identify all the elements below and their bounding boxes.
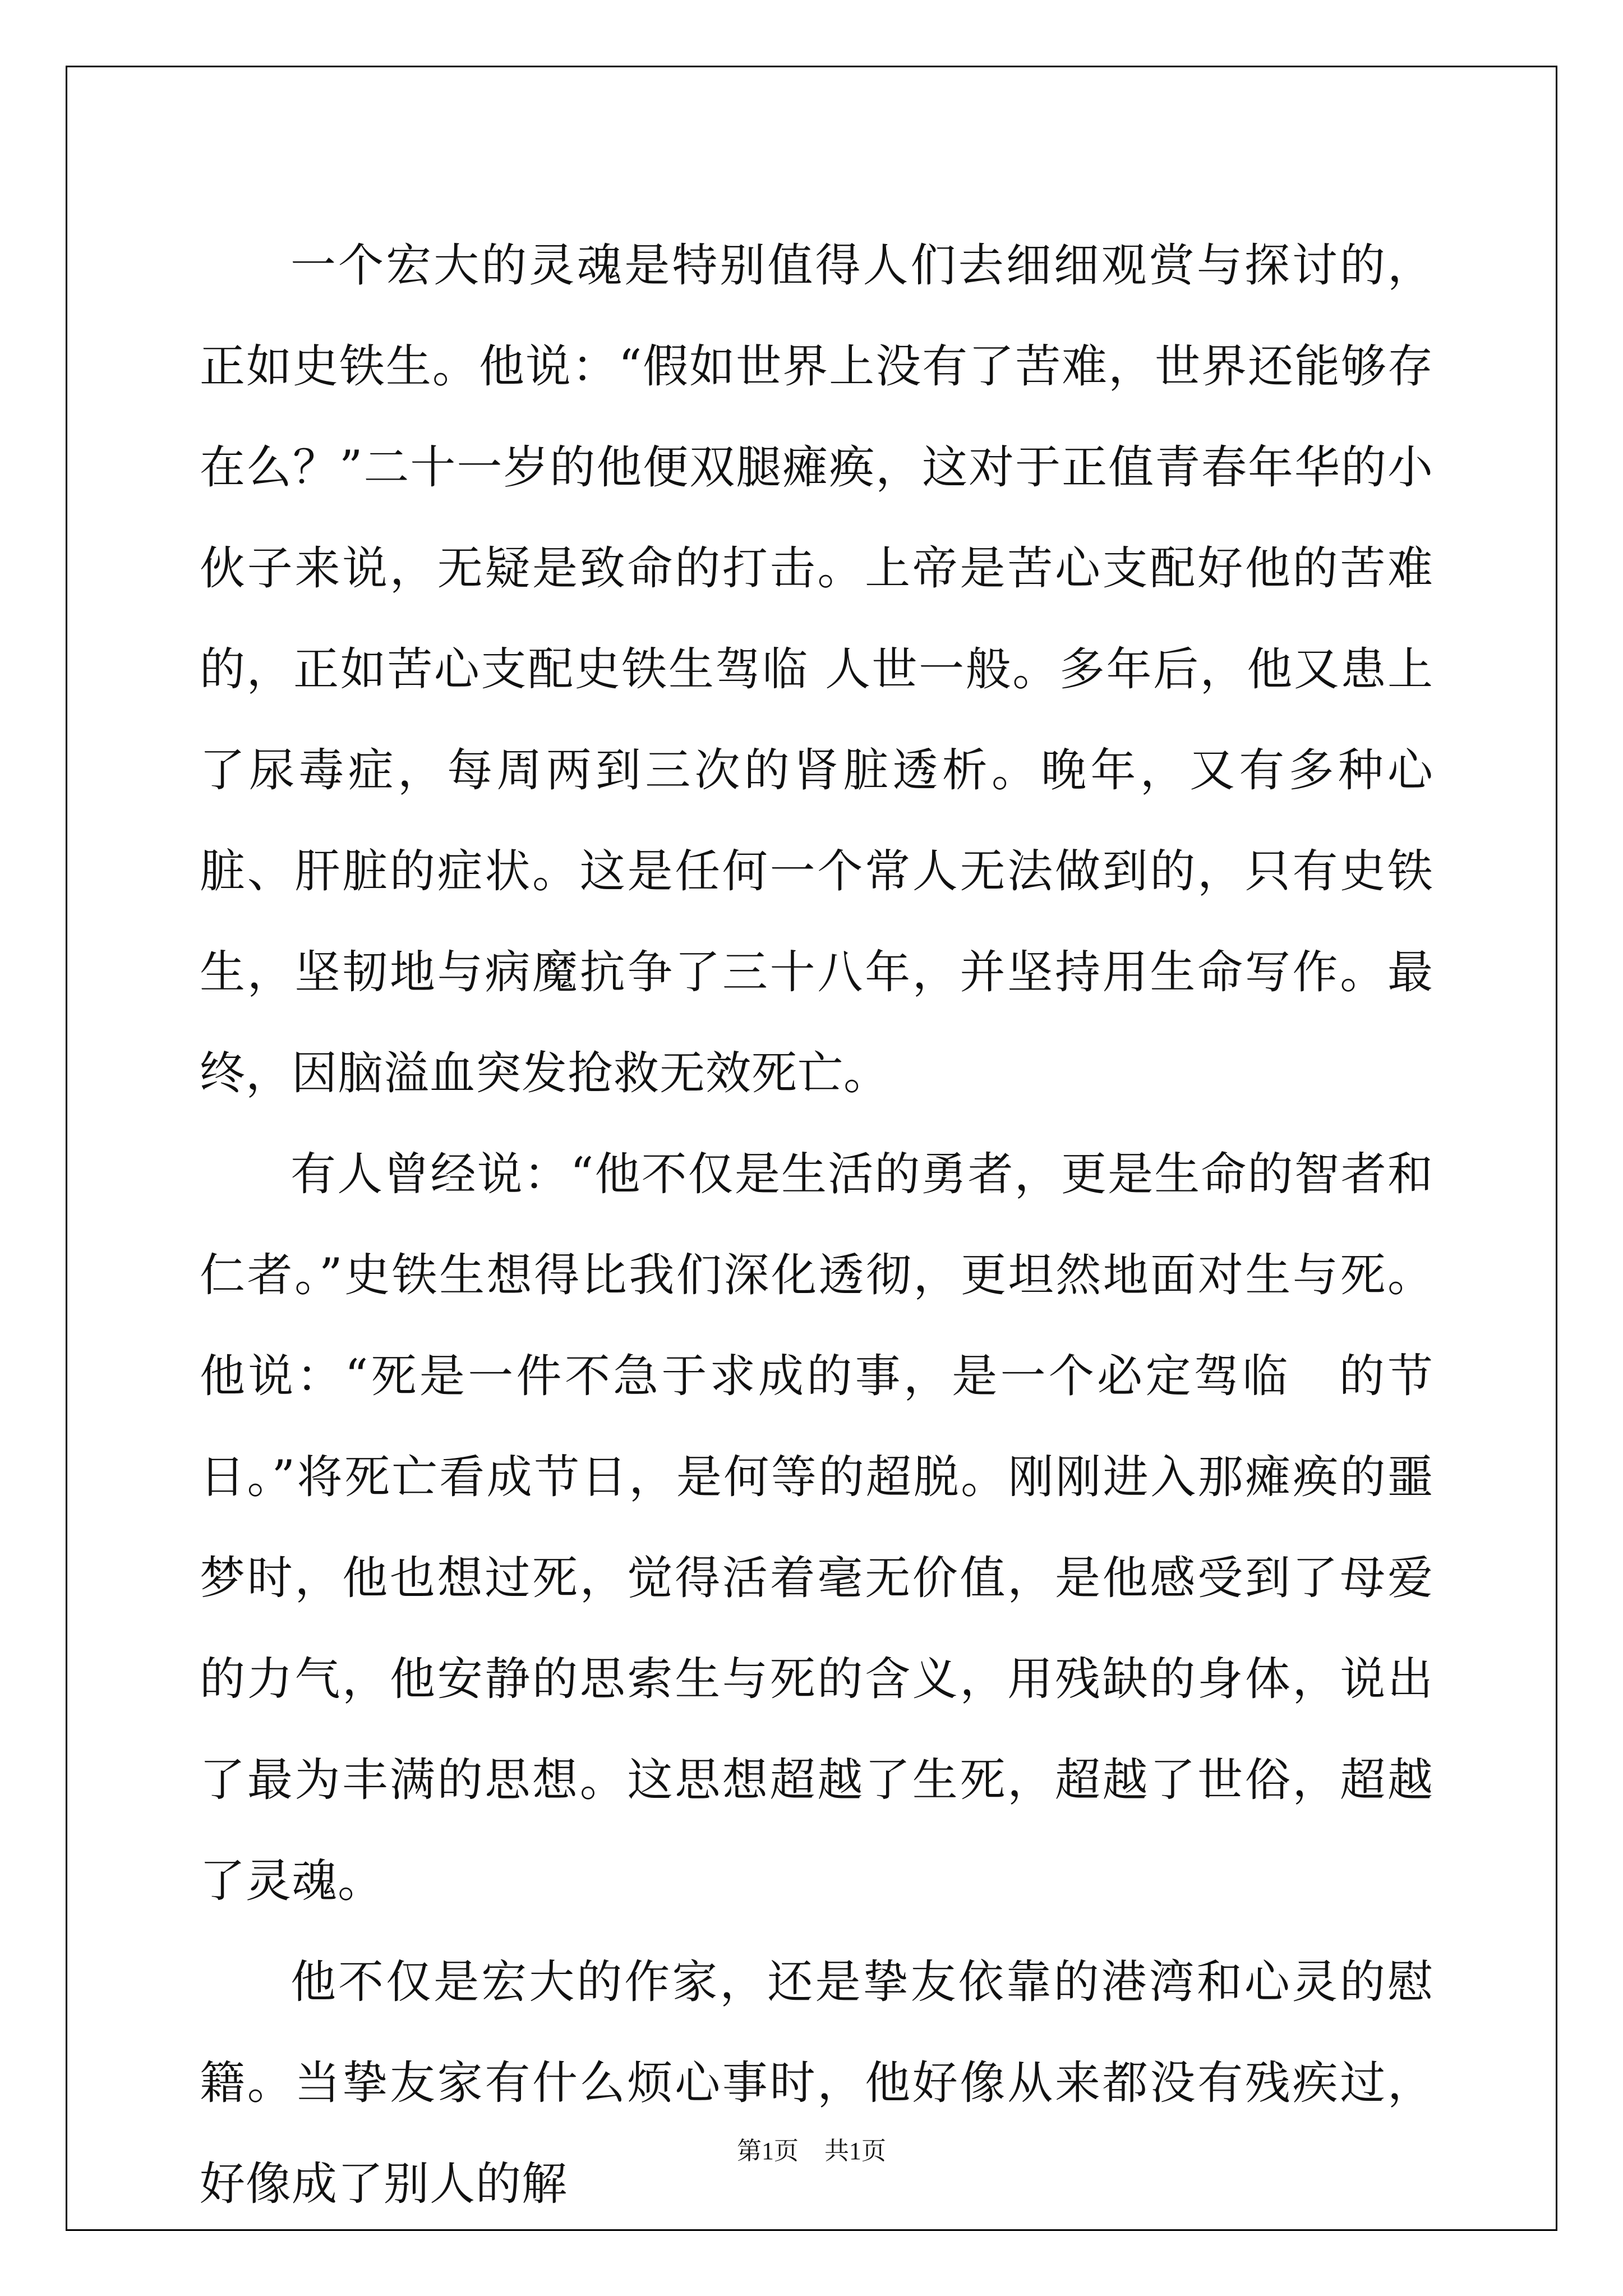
paragraph-3: 他不仅是宏大的作家，还是挚友依靠的港湾和心灵的慰籍。当挚友家有什么烦心事时，他好像从来都没有残疾过，好像成了别人的解 (200, 1956, 1433, 2211)
paragraph-2: 有人曾经说：“他不仅是生活的勇者，更是生命的智者和仁者。”史铁生想得比我们深化透彻，更坦然地面对生与死。他说：“死是一件不急于求成的事，是一个必定驾临 的节日。”将死亡看成节日，是何等的超脱。刚刚进入那瘫痪的噩梦时，他也想过死，觉得活着毫无价值，是他感受到了母爱的力气，他安静的思索生与死的含义，用残缺的身体，说出了最为丰满的思想。这思想超越了生死，超越了世俗，超越了灵魂。 (200, 1148, 1433, 1908)
page-footer (0, 2131, 1623, 2166)
paragraph-1: 一个宏大的灵魂是特别值得人们去细细观赏与探讨的，正如史铁生。他说：“假如世界上没有了苦难，世界还能够存在么？”二十一岁的他便双腿瘫痪，这对于正值青春年华的小伙子来说，无疑是致命的打击。上帝是苦心支配好他的苦难的，正如苦心支配史铁生驾临 人世一般。多年后，他又患上了尿毒症，每周两到三次的肾脏透析。晚年，又有多种心脏、肝脏的症状。这是任何一个常人无法做到的，只有史铁生，坚韧地与病魔抗争了三十八年，并坚持用生命写作。最终，因脑溢血突发抢救无效死亡。 (200, 240, 1433, 1100)
page-number: 第1页 (737, 2137, 799, 2165)
total-pages: 共1页 (824, 2137, 886, 2165)
document-body (200, 215, 1433, 2235)
